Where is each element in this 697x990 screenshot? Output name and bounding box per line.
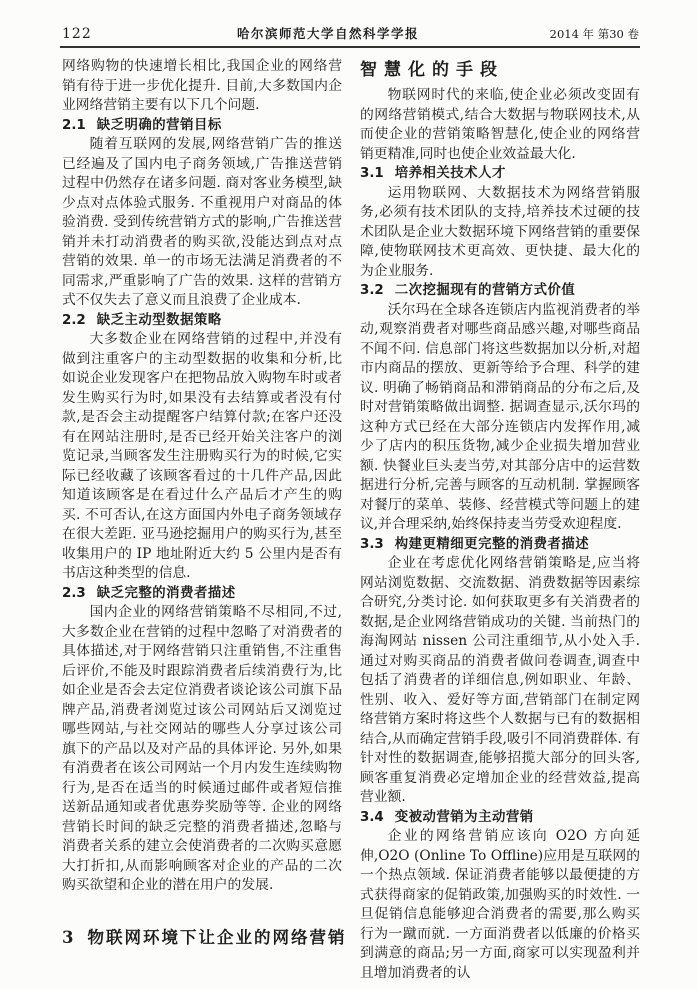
section-3-2-number: 3.2 [360, 283, 384, 298]
section-3-3-body: 企业在考虑优化网络营销策略是,应当将网站浏览数据、交流数据、消费数据等因素综合研究,分类讨论. 如何获取更多有关消费者的数据,是企业网络营销成功的关键. 当前热门的海淘网站 nissen 公司注重细节,从小处入手. 通过对购买商品的消费者做问卷调查,调查中包括了消费者的详细信息,例如职业、年龄、性别、收入、爱好等方面,营销部门在制定网络营销方案时将这些个人数据与已有的数据相结合,从而确定营销手段,吸引不同消费群体. 有针对性的数据调查,能够招揽大部分的回头客,顾客重复消费必定增加企业的经营效益,提高营业额. [360, 555, 640, 805]
section-2-2-heading [62, 311, 342, 331]
right-column [360, 57, 640, 983]
section-3-4-heading [360, 808, 640, 828]
section-3-intro: 物联网时代的来临,使企业必须改变固有的网络营销模式,结合大数据与物联网技术,从而使企业的营销策略智慧化,使企业的网络营销更精准,同时也使企业效益最大化. [360, 87, 640, 162]
two-column-body [62, 57, 640, 983]
continuation-paragraph: 网络购物的快速增长相比,我国企业的网络营销有待于进一步优化提升. 目前,大多数国内企业网络营销主要有以下几个问题. [62, 58, 342, 113]
header-rule [60, 46, 640, 48]
section-3-2-title: 二次挖掘现有的营销方式价值 [394, 283, 576, 298]
section-3-title-part2: 智慧化的手段 [360, 60, 504, 80]
section-2-3-number: 2.3 [62, 585, 86, 601]
section-3-heading [62, 926, 347, 950]
section-2-1-number: 2.1 [62, 117, 86, 133]
section-3-1-title: 培养相关技术人才 [394, 166, 506, 181]
section-3-number: 3 [62, 927, 76, 947]
section-3-1-heading [360, 164, 640, 184]
page-number: 122 [62, 26, 92, 42]
section-2-2-number: 2.2 [62, 312, 86, 328]
section-2-2-body: 大多数企业在网络营销的过程中,并没有做到注重客户的主动型数据的收集和分析,比如说企业发现客户在把物品放入购物车时或者发生购买行为时,如果没有去结算或者没有付款,是否会主动提醒客户结算付款;在客户还没有在网站注册时,是否已经开始关注客户的浏览记录,当顾客发生注册购买行为的时候,它实际已经收藏了该顾客看过的十几件产品,因此知道该顾客是在看过什么产品后才产生的购买. 不可否认,在这方面国内外电子商务领域存在很大差距. 亚马逊挖掘用户的购买行为,甚至收集用户的 IP 地址附近大约 5 公里内是否有书店这种类型的信息. [62, 331, 342, 581]
section-2-1-title: 缺乏明确的营销目标 [96, 117, 222, 133]
section-3-title-part1: 物联网环境下让企业的网络营销 [87, 927, 347, 947]
section-3-4-title: 变被动营销为主动营销 [394, 809, 534, 825]
issue-info: 2014 年 第30 卷 [549, 27, 639, 41]
section-3-1-number: 3.1 [360, 166, 384, 181]
section-2-2-title: 缺乏主动型数据策略 [96, 312, 222, 328]
section-3-3-heading [360, 535, 640, 555]
section-3-3-number: 3.3 [360, 536, 384, 552]
section-2-3-title: 缺乏完整的消费者描述 [96, 585, 236, 601]
section-2-3-heading [62, 584, 342, 604]
section-3-4-number: 3.4 [360, 809, 384, 825]
section-3-2-heading [360, 281, 640, 301]
section-2-1-body: 随着互联网的发展,网络营销广告的推送已经遍及了国内电子商务领域,广告推送营销过程中仍然存在诸多问题. 商对客业务模型,缺少点对点体验式服务. 不重视用户对商品的体验消费. 受到传统营销方式的影响,广告推送营销并未打动消费者的购买欲,没能达到点对点营销的效果. 单一的市场无法满足消费者的不同需求,严重影响了广告的效果. 这样的营销方式不仅失去了意义而且浪费了企业成本. [62, 136, 342, 308]
section-2-3-body: 国内企业的网络营销策略不尽相同,不过,大多数企业在营销的过程中忽略了对消费者的具体描述,对于网络营销只注重销售,不注重售后评价,不能及时跟踪消费者后续消费行为,比如企业是否会去定位消费者谈论该公司旗下品牌产品,消费者浏览过该公司网站后又浏览过哪些网站,与社交网站的哪些人分享过该公司旗下的产品以及对产品的具体评论. 另外,如果有消费者在该公司网站一个月内发生连续购物行为,是否在适当的时候通过邮件或者短信推送新品通知或者优惠券奖励等等. 企业的网络营销长时间的缺乏完整的消费者描述,忽略与消费者关系的建立会使消费者的二次购买意愿大打折扣,从而影响顾客对企业的产品的二次购买欲望和企业的潜在用户的发展. [62, 604, 342, 893]
journal-title: 哈尔滨师范大学自然科学学报 [236, 26, 419, 41]
left-column [62, 57, 347, 983]
section-3-4-body: 企业的网络营销应该向 O2O 方向延伸,O2O (Online To Offline)应用是互联网的一个热点领域. 保证消费者能够以最便捷的方式获得商家的促销政策,加强购买的时效性. 一旦促销信息能够迎合消费者的需要,那么购买行为一蹴而就. 一方面消费者以低廉的价格买到满意的商品;另一方面,商家可以实现盈利并且增加消费者的认 [360, 828, 640, 981]
section-3-2-body: 沃尔玛在全球各连锁店内监视消费者的举动,观察消费者对哪些商品感兴趣,对哪些商品不闻不问. 信息部门将这些数据加以分析,对超市内商品的摆放、更新等给予合理、科学的建议. 明确了畅销商品和滞销商品的分布之后,及时对营销策略做出调整. 据调查显示,沃尔玛的这种方式已经在大部分连锁店内发挥作用,减少了店内的积压货物,减少企业损失增加营业额. 快餐业巨头麦当劳,对其部分店中的运营数据进行分析,完善与顾客的互动机制. 掌握顾客对餐厅的菜单、装修、经营模式等问题上的建议,并合理采纳,始终保持麦当劳受欢迎程度. [360, 301, 640, 532]
page-header [62, 24, 639, 42]
section-2-1-heading [62, 116, 342, 136]
section-3-3-title: 构建更精细更完整的消费者描述 [394, 536, 590, 552]
section-3-1-body: 运用物联网、大数据技术为网络营销服务,必须有技术团队的支持,培养技术过硬的技术团队是企业大数据环境下网络营销的重要保障,使物联网技术更高效、更快捷、最大化的为企业服务. [360, 184, 640, 279]
